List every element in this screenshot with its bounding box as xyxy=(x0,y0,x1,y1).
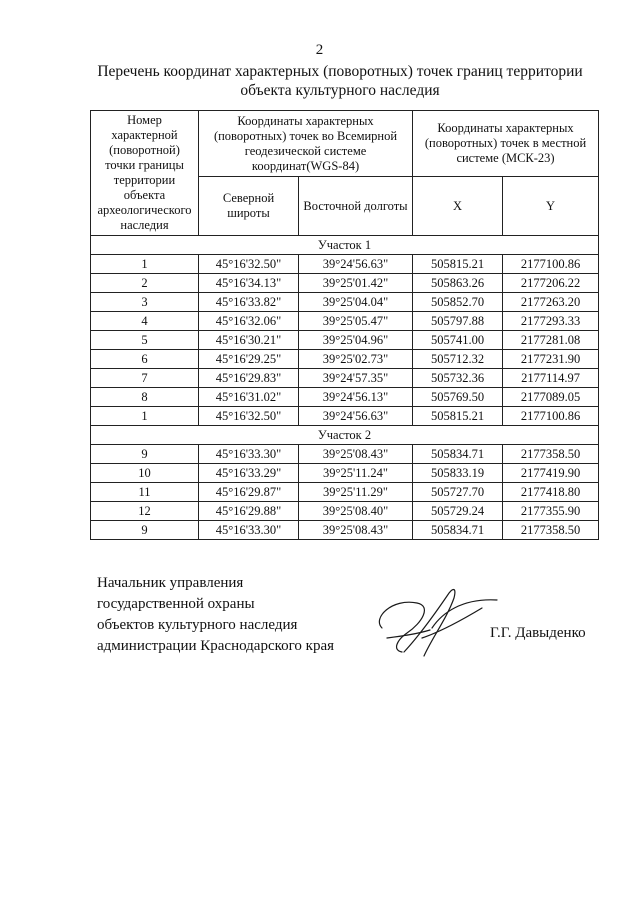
signer-position-line-3: объектов культурного наследия xyxy=(97,617,298,633)
x-cell: 505834.71 xyxy=(413,445,503,464)
table-row xyxy=(91,502,599,521)
latitude-cell: 45°16'31.02" xyxy=(199,388,299,407)
point-number-cell: 1 xyxy=(91,255,199,274)
header-y: Y xyxy=(503,177,599,236)
y-cell: 2177231.90 xyxy=(503,350,599,369)
x-cell: 505712.32 xyxy=(413,350,503,369)
y-cell: 2177263.20 xyxy=(503,293,599,312)
page-number: 2 xyxy=(315,42,324,58)
x-cell: 505863.26 xyxy=(413,274,503,293)
longitude-cell: 39°24'56.63" xyxy=(299,407,413,426)
table-row xyxy=(91,407,599,426)
longitude-cell: 39°25'02.73" xyxy=(299,350,413,369)
y-cell: 2177114.97 xyxy=(503,369,599,388)
latitude-cell: 45°16'29.88" xyxy=(199,502,299,521)
section-row xyxy=(91,426,599,445)
table-row xyxy=(91,274,599,293)
x-cell: 505732.36 xyxy=(413,369,503,388)
table-row xyxy=(91,350,599,369)
table-row xyxy=(91,388,599,407)
y-cell: 2177293.33 xyxy=(503,312,599,331)
latitude-cell: 45°16'32.50" xyxy=(199,255,299,274)
latitude-cell: 45°16'29.87" xyxy=(199,483,299,502)
latitude-cell: 45°16'32.50" xyxy=(199,407,299,426)
latitude-cell: 45°16'30.21" xyxy=(199,331,299,350)
y-cell: 2177419.90 xyxy=(503,464,599,483)
longitude-cell: 39°25'08.40" xyxy=(299,502,413,521)
longitude-cell: 39°25'01.42" xyxy=(299,274,413,293)
coordinates-table xyxy=(90,110,599,540)
section-row xyxy=(91,236,599,255)
table-row xyxy=(91,521,599,540)
header-wgs84: Координаты характерных (поворотных) точек во Всемирной геодезической системе координат(WGS-84) xyxy=(199,111,413,177)
latitude-cell: 45°16'33.30" xyxy=(199,445,299,464)
latitude-cell: 45°16'32.06" xyxy=(199,312,299,331)
y-cell: 2177358.50 xyxy=(503,445,599,464)
latitude-cell: 45°16'33.82" xyxy=(199,293,299,312)
signature-block xyxy=(97,573,334,657)
table-row xyxy=(91,255,599,274)
signer-position-line-2: государственной охраны xyxy=(97,596,255,612)
latitude-cell: 45°16'34.13" xyxy=(199,274,299,293)
point-number-cell: 3 xyxy=(91,293,199,312)
longitude-cell: 39°24'57.35" xyxy=(299,369,413,388)
table-row xyxy=(91,445,599,464)
section-title: Участок 1 xyxy=(91,236,599,255)
title-line-1: Перечень координат характерных (поворотных) точек границ территории xyxy=(97,63,583,80)
longitude-cell: 39°25'04.96" xyxy=(299,331,413,350)
table-row xyxy=(91,293,599,312)
handwritten-signature xyxy=(362,578,502,664)
x-cell: 505727.70 xyxy=(413,483,503,502)
x-cell: 505729.24 xyxy=(413,502,503,521)
point-number-cell: 6 xyxy=(91,350,199,369)
signer-name: Г.Г. Давыденко xyxy=(490,625,586,641)
point-number-cell: 2 xyxy=(91,274,199,293)
section-title: Участок 2 xyxy=(91,426,599,445)
title-line-2: объекта культурного наследия xyxy=(240,82,440,99)
longitude-cell: 39°25'08.43" xyxy=(299,521,413,540)
latitude-cell: 45°16'33.30" xyxy=(199,521,299,540)
point-number-cell: 8 xyxy=(91,388,199,407)
x-cell: 505815.21 xyxy=(413,255,503,274)
latitude-cell: 45°16'29.83" xyxy=(199,369,299,388)
point-number-cell: 4 xyxy=(91,312,199,331)
point-number-cell: 5 xyxy=(91,331,199,350)
x-cell: 505833.19 xyxy=(413,464,503,483)
x-cell: 505834.71 xyxy=(413,521,503,540)
longitude-cell: 39°25'11.24" xyxy=(299,464,413,483)
longitude-cell: 39°24'56.63" xyxy=(299,255,413,274)
point-number-cell: 10 xyxy=(91,464,199,483)
latitude-cell: 45°16'33.29" xyxy=(199,464,299,483)
document-title xyxy=(60,62,620,100)
x-cell: 505741.00 xyxy=(413,331,503,350)
x-cell: 505797.88 xyxy=(413,312,503,331)
longitude-cell: 39°25'11.29" xyxy=(299,483,413,502)
longitude-cell: 39°25'08.43" xyxy=(299,445,413,464)
y-cell: 2177206.22 xyxy=(503,274,599,293)
header-longitude: Восточной долготы xyxy=(299,177,413,236)
y-cell: 2177100.86 xyxy=(503,407,599,426)
table-row xyxy=(91,312,599,331)
header-x: X xyxy=(413,177,503,236)
point-number-cell: 9 xyxy=(91,521,199,540)
y-cell: 2177418.80 xyxy=(503,483,599,502)
table-row xyxy=(91,331,599,350)
y-cell: 2177089.05 xyxy=(503,388,599,407)
x-cell: 505815.21 xyxy=(413,407,503,426)
table-row xyxy=(91,483,599,502)
latitude-cell: 45°16'29.25" xyxy=(199,350,299,369)
table-row xyxy=(91,369,599,388)
longitude-cell: 39°24'56.13" xyxy=(299,388,413,407)
longitude-cell: 39°25'04.04" xyxy=(299,293,413,312)
table-body xyxy=(91,236,599,540)
x-cell: 505769.50 xyxy=(413,388,503,407)
header-msk23: Координаты характерных (поворотных) точек в местной системе (МСК-23) xyxy=(413,111,599,177)
signer-position-line-1: Начальник управления xyxy=(97,575,244,591)
header-latitude: Северной широты xyxy=(199,177,299,236)
point-number-cell: 9 xyxy=(91,445,199,464)
y-cell: 2177281.08 xyxy=(503,331,599,350)
signer-position-line-4: администрации Краснодарского края xyxy=(97,638,335,654)
point-number-cell: 7 xyxy=(91,369,199,388)
header-point-number: Номер характерной (поворотной) точки границы территории объекта археологического наследия xyxy=(91,111,199,236)
table-row xyxy=(91,464,599,483)
point-number-cell: 12 xyxy=(91,502,199,521)
point-number-cell: 11 xyxy=(91,483,199,502)
x-cell: 505852.70 xyxy=(413,293,503,312)
y-cell: 2177355.90 xyxy=(503,502,599,521)
point-number-cell: 1 xyxy=(91,407,199,426)
y-cell: 2177358.50 xyxy=(503,521,599,540)
longitude-cell: 39°25'05.47" xyxy=(299,312,413,331)
y-cell: 2177100.86 xyxy=(503,255,599,274)
